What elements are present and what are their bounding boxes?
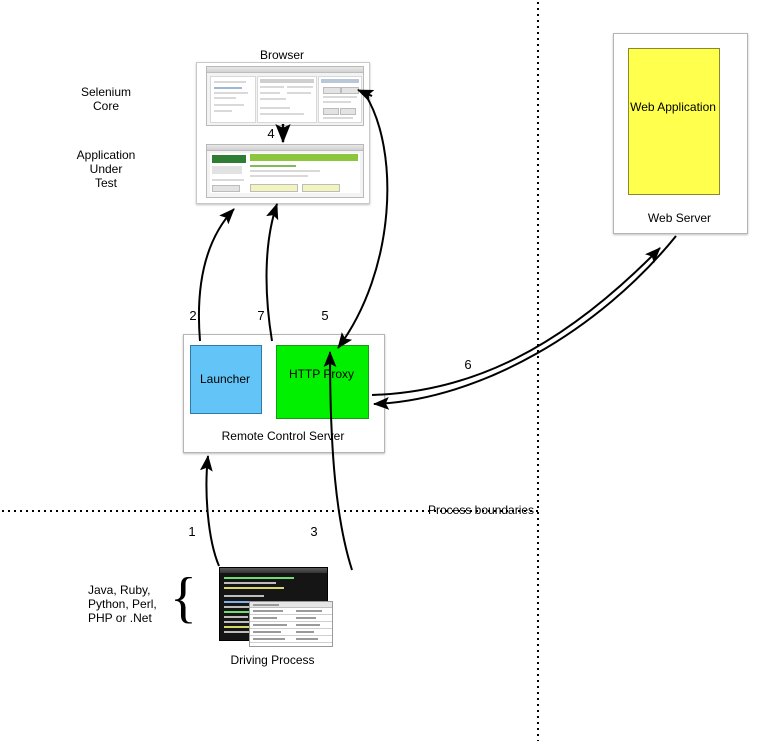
screenshot-line [260, 107, 290, 109]
terminal-line [224, 582, 276, 584]
browser-label: Browser [259, 48, 304, 62]
step-number-5: 5 [321, 308, 329, 323]
screenshot-panel [250, 184, 298, 192]
driving-process-label: Driving Process [230, 653, 315, 667]
table-line [253, 617, 277, 619]
selenium-core-label: Selenium Core [80, 85, 132, 113]
screenshot-line [260, 86, 284, 88]
table-row [250, 635, 332, 636]
screenshot-line [323, 117, 353, 119]
screenshot-line [214, 81, 246, 83]
http-proxy-label: HTTP Proxy [288, 367, 355, 381]
screenshot-titlebar [207, 67, 363, 73]
screenshot-line [214, 92, 248, 94]
languages-label: Java, Ruby, Python, Perl, PHP or .Net [88, 583, 157, 625]
screenshot-button [323, 87, 341, 94]
table-line [296, 617, 316, 619]
table-row [250, 642, 332, 643]
screenshot-logo [212, 155, 246, 163]
table-row [250, 621, 332, 622]
arrow-step-7 [267, 204, 277, 341]
screenshot-pane-center [257, 76, 317, 123]
screenshot-navbar [250, 154, 358, 161]
application-under-test-screenshot [206, 144, 364, 198]
terminal-line [224, 595, 264, 597]
screenshot-line [214, 97, 236, 99]
screenshot-pane-left [210, 76, 256, 123]
screenshot-line [260, 98, 286, 100]
step-number-1: 1 [188, 524, 196, 539]
screenshot-line [287, 86, 313, 88]
arrow-step-2 [199, 209, 234, 341]
selenium-core-screenshot [206, 66, 364, 126]
table-line [253, 631, 281, 633]
screenshot-line [260, 92, 280, 94]
screenshot-line [214, 87, 242, 89]
terminal-line [224, 587, 284, 589]
screenshot-button [341, 87, 359, 94]
table-line [253, 610, 283, 612]
remote-control-server-label: Remote Control Server [221, 429, 345, 443]
screenshot-line [260, 113, 304, 115]
screenshot-line [287, 92, 311, 94]
screenshot-button [212, 185, 240, 192]
terminal-titlebar [220, 568, 327, 573]
table-line [296, 624, 320, 626]
web-application-label: Web Application [630, 100, 716, 114]
table-line [253, 604, 279, 606]
table-line [253, 624, 287, 626]
step-number-6: 6 [464, 357, 472, 372]
web-application-box [628, 48, 720, 195]
screenshot-line [250, 170, 320, 172]
terminal-line [224, 616, 248, 618]
table-line [296, 631, 314, 633]
application-under-test-label: Application Under Test [76, 148, 136, 190]
arrow-step-6-request [372, 248, 660, 395]
screenshot-panel [302, 184, 340, 192]
screenshot-titlebar [207, 145, 363, 151]
screenshot-line [250, 165, 296, 167]
terminal-line [224, 577, 294, 579]
screenshot-header [321, 79, 359, 83]
screenshot-line [323, 96, 357, 98]
step-number-2: 2 [189, 308, 197, 323]
screenshot-line [212, 179, 244, 181]
http-proxy-box [276, 345, 369, 419]
step-number-4: 4 [267, 126, 275, 141]
step-number-3: 3 [310, 524, 318, 539]
launcher-label: Launcher [199, 372, 251, 386]
screenshot-page [210, 153, 360, 193]
arrow-step-6-response [374, 236, 676, 404]
screenshot-line [250, 175, 308, 177]
screenshot-line [323, 101, 351, 103]
step-number-7: 7 [257, 308, 265, 323]
screenshot-button [340, 108, 356, 115]
brace-decoration: { [170, 567, 197, 629]
web-server-label: Web Server [647, 211, 712, 225]
screenshot-button [323, 108, 339, 115]
table-line [296, 638, 318, 640]
screenshot-line [214, 104, 244, 106]
screenshot-line [214, 110, 232, 112]
table-row [250, 614, 332, 615]
table-line [253, 638, 285, 640]
arrow-step-1 [206, 456, 219, 566]
screenshot-pane-right [318, 76, 362, 123]
table-row [250, 628, 332, 629]
table-line [296, 610, 322, 612]
screenshot-header [260, 79, 314, 83]
driving-process-table-screenshot [249, 601, 333, 647]
process-boundaries-label: Process boundaries [428, 503, 535, 517]
screenshot-sidebar [212, 166, 242, 174]
